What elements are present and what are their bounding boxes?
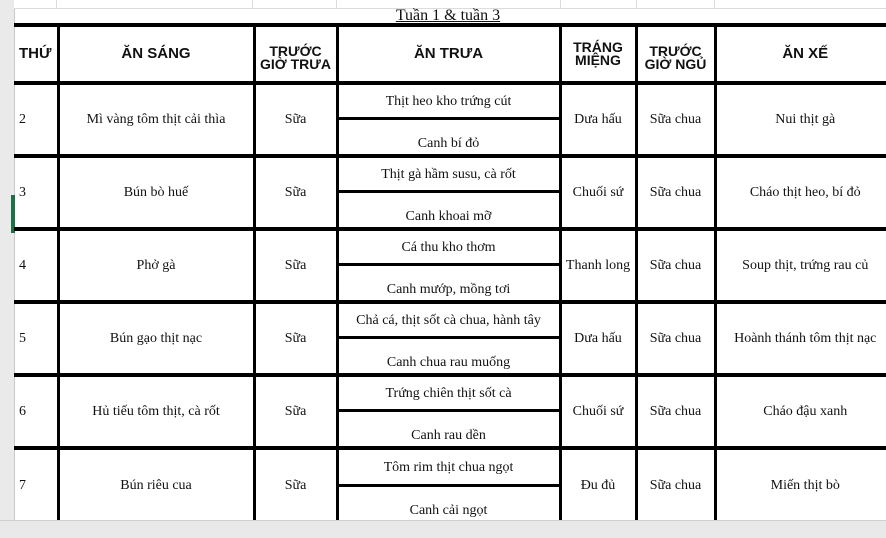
- snack-cell[interactable]: Miến thịt bò: [715, 448, 886, 522]
- table-row: [14, 229, 886, 302]
- snack-cell[interactable]: Cháo thịt heo, bí đỏ: [715, 156, 886, 229]
- header-day[interactable]: THỨ: [14, 25, 58, 83]
- breakfast-cell[interactable]: Bún bò huế: [58, 156, 254, 229]
- before-nap-cell[interactable]: Sữa chua: [636, 229, 715, 302]
- header-dessert[interactable]: TRÁNG MIỆNG: [560, 25, 636, 83]
- lunch-cell[interactable]: [337, 83, 560, 156]
- lunch-soup[interactable]: Canh chua rau muống: [386, 355, 511, 370]
- lunch-main-dish[interactable]: Tôm rim thịt chua ngọt: [339, 451, 559, 487]
- day-cell[interactable]: 5: [14, 302, 58, 375]
- lunch-cell[interactable]: [337, 229, 560, 302]
- table-row: [14, 302, 886, 375]
- dessert-cell[interactable]: Đu đủ: [560, 448, 636, 522]
- header-snack[interactable]: ĂN XẾ: [715, 25, 886, 83]
- lunch-soup[interactable]: Canh khoai mỡ: [405, 209, 492, 224]
- dessert-cell[interactable]: Thanh long: [560, 229, 636, 302]
- sheet-footer-bar: [0, 520, 886, 538]
- table-row: [14, 448, 886, 522]
- header-lunch[interactable]: ĂN TRƯA: [337, 25, 560, 83]
- day-cell[interactable]: 3: [14, 156, 58, 229]
- table-row: [14, 83, 886, 156]
- lunch-soup[interactable]: Canh cải ngọt: [409, 503, 488, 518]
- lunch-soup[interactable]: Canh mướp, mồng tơi: [386, 282, 511, 297]
- before-nap-cell[interactable]: Sữa chua: [636, 156, 715, 229]
- day-cell[interactable]: 2: [14, 83, 58, 156]
- breakfast-cell[interactable]: Bún riêu cua: [58, 448, 254, 522]
- before-lunch-cell[interactable]: Sữa: [254, 448, 337, 522]
- before-lunch-cell[interactable]: Sữa: [254, 375, 337, 448]
- lunch-cell[interactable]: [337, 302, 560, 375]
- before-lunch-cell[interactable]: Sữa: [254, 156, 337, 229]
- table-row: [14, 156, 886, 229]
- lunch-main-dish[interactable]: Cá thu kho thơm: [339, 231, 559, 266]
- snack-cell[interactable]: Soup thịt, trứng rau củ: [715, 229, 886, 302]
- snack-cell[interactable]: Nui thịt gà: [715, 83, 886, 156]
- breakfast-cell[interactable]: Mì vàng tôm thịt cải thìa: [58, 83, 254, 156]
- weekly-menu-table: [14, 23, 886, 522]
- sheet-title[interactable]: Tuần 1 & tuần 3: [395, 7, 501, 24]
- lunch-cell[interactable]: [337, 448, 560, 522]
- before-lunch-cell[interactable]: Sữa: [254, 302, 337, 375]
- before-nap-cell[interactable]: Sữa chua: [636, 83, 715, 156]
- day-cell[interactable]: 7: [14, 448, 58, 522]
- lunch-main-dish[interactable]: Thịt gà hầm susu, cà rốt: [339, 158, 559, 193]
- row-header-gutter[interactable]: [0, 0, 15, 520]
- dessert-cell[interactable]: Chuối sứ: [560, 375, 636, 448]
- header-before-nap[interactable]: TRƯỚC GIỜ NGỦ: [636, 25, 715, 83]
- lunch-soup[interactable]: Canh bí đỏ: [417, 136, 480, 151]
- dessert-cell[interactable]: Dưa hấu: [560, 302, 636, 375]
- lunch-cell[interactable]: [337, 375, 560, 448]
- day-cell[interactable]: 4: [14, 229, 58, 302]
- snack-cell[interactable]: Cháo đậu xanh: [715, 375, 886, 448]
- dessert-cell[interactable]: Chuối sứ: [560, 156, 636, 229]
- lunch-cell[interactable]: [337, 156, 560, 229]
- lunch-main-dish[interactable]: Thịt heo kho trứng cút: [339, 85, 559, 120]
- before-lunch-cell[interactable]: Sữa: [254, 229, 337, 302]
- before-nap-cell[interactable]: Sữa chua: [636, 448, 715, 522]
- lunch-main-dish[interactable]: Trứng chiên thịt sốt cà: [339, 377, 559, 412]
- breakfast-cell[interactable]: Hủ tiếu tôm thịt, cà rốt: [58, 375, 254, 448]
- header-before-lunch[interactable]: TRƯỚC GIỜ TRƯA: [254, 25, 337, 83]
- before-nap-cell[interactable]: Sữa chua: [636, 302, 715, 375]
- before-lunch-cell[interactable]: Sữa: [254, 83, 337, 156]
- header-row: [14, 25, 886, 83]
- day-cell[interactable]: 6: [14, 375, 58, 448]
- header-breakfast[interactable]: ĂN SÁNG: [58, 25, 254, 83]
- lunch-main-dish[interactable]: Chả cá, thịt sốt cà chua, hành tây: [339, 304, 559, 339]
- breakfast-cell[interactable]: Phở gà: [58, 229, 254, 302]
- lunch-soup[interactable]: Canh rau dền: [411, 428, 486, 443]
- dessert-cell[interactable]: Dưa hấu: [560, 83, 636, 156]
- snack-cell[interactable]: Hoành thánh tôm thịt nạc: [715, 302, 886, 375]
- breakfast-cell[interactable]: Bún gạo thịt nạc: [58, 302, 254, 375]
- table-row: [14, 375, 886, 448]
- before-nap-cell[interactable]: Sữa chua: [636, 375, 715, 448]
